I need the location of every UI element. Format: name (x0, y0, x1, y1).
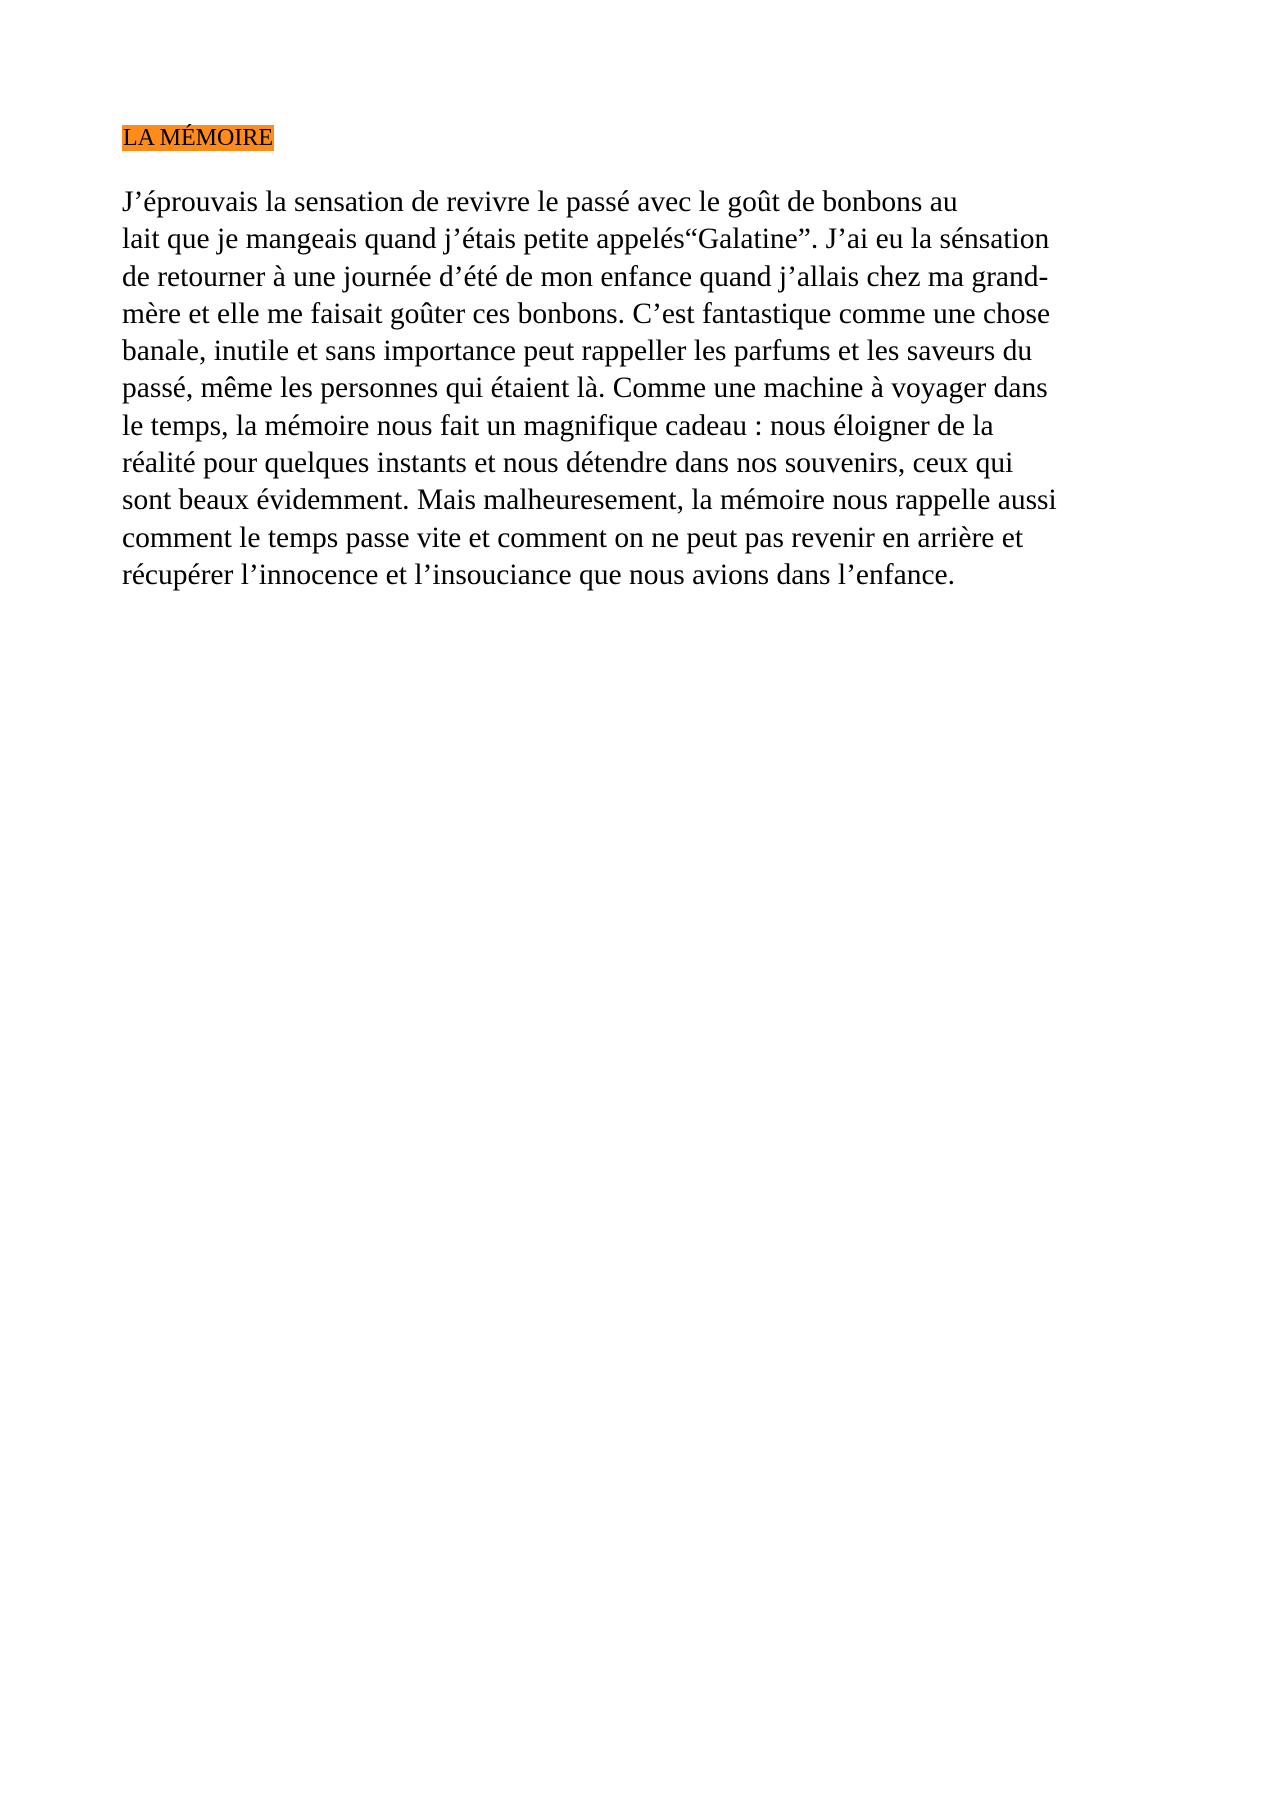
paragraph-line: récupérer l’innocence et l’insouciance que nous avions dans l’enfance. (122, 558, 956, 591)
paragraph-line: de retourner à une journée d’été de mon enfance quand j’allais chez ma grand- (122, 260, 1049, 293)
body-paragraph (122, 184, 1182, 594)
paragraph-line: J’éprouvais la sensation de revivre le passé avec le goût de bonbons au (122, 186, 958, 218)
paragraph-line: mère et elle me faisait goûter ces bonbons. C’est fantastique comme une chose (122, 297, 1051, 330)
paragraph-line: banale, inutile et sans importance peut rappeller les parfums et les saveurs du (122, 335, 1033, 368)
document-title-line (122, 124, 274, 153)
paragraph-line: passé, même les personnes qui étaient là. Comme une machine à voyager dans (122, 372, 1048, 405)
paragraph-line: réalité pour quelques instants et nous détendre dans nos souvenirs, ceux qui (122, 447, 1014, 480)
paragraph-line: le temps, la mémoire nous fait un magnifique cadeau : nous éloigner de la (122, 409, 994, 442)
paragraph-line: comment le temps passe vite et comment on ne peut pas revenir en arrière et (122, 521, 1024, 554)
document-title: LA MÉMOIRE (123, 125, 273, 151)
paragraph-line: sont beaux évidemment. Mais malheuresement, la mémoire nous rappelle aussi (122, 484, 1057, 517)
paragraph-line: lait que je mangeais quand j’étais petite appelés“Galatine”. J’ai eu la sénsation (122, 223, 1050, 256)
